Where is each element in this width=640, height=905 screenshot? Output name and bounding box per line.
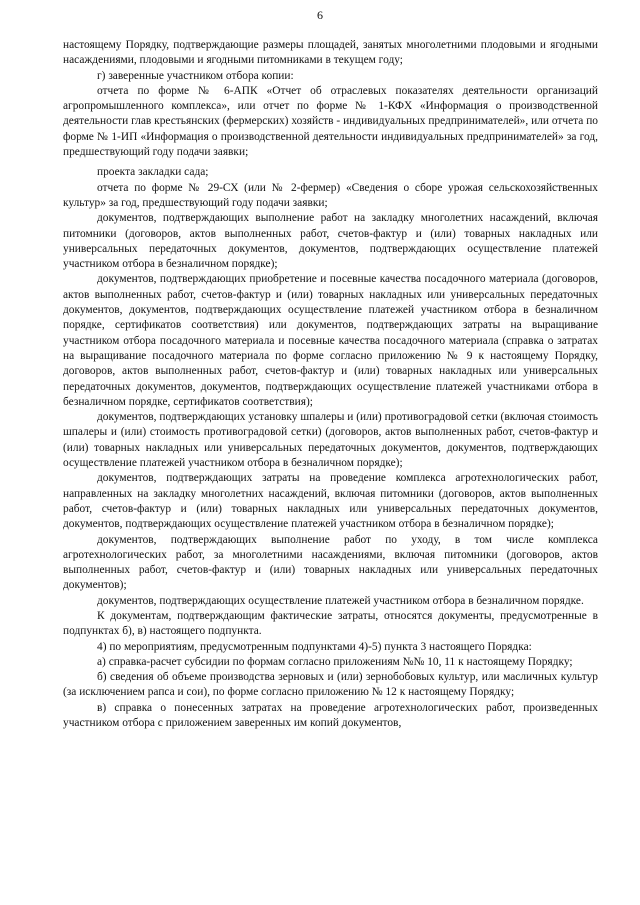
paragraph: документов, подтверждающих осуществление платежей участником отбора в безналичном порядке. xyxy=(97,594,584,607)
paragraph: настоящему Порядку, подтверждающие размеры площадей, занятых многолетними плодовыми и ягодными насаждениями, плодовыми и ягодными питомниками в текущем году; xyxy=(63,39,598,67)
paragraph: документов, подтверждающих выполнение работ по уходу, в том числе комплекса агротехнологических работ, за многолетними насаждениями, включая питомники (договоров, актов выполненных работ, счетов-фактур и (или) товарных накладных или универсальных передаточных документов); xyxy=(63,533,598,592)
paragraph: г) заверенные участником отбора копии: xyxy=(97,69,294,82)
paragraph: б) сведения об объеме производства зерновых и (или) зернобобовых культур, или масличных культур (за исключением рапса и сои), по форме согласно приложению № 12 к настоящему Порядку; xyxy=(63,671,598,699)
paragraph: отчета по форме № 29-СХ (или № 2-фермер) «Сведения о сборе урожая сельскохозяйственных культур» за год, предшествующий году подачи заявки; xyxy=(63,181,598,209)
paragraph: отчета по форме № 6-АПК «Отчет об отраслевых показателях деятельности организаций агропромышленного комплекса», или отчет по форме № 1-КФХ «Информация о производственной деятельности глав крестьянских (фермерских) хозяйств - индивидуальных предпринимателей», или отчета по форме № 1-ИП «Информация о производственной деятельности индивидуальных предпринимателей» за год, предшествующий году подачи заявки; xyxy=(63,84,598,159)
paragraph: документов, подтверждающих затраты на проведение комплекса агротехнологических работ, направленных на закладку многолетних насаждений, включая питомники (договоров, актов выполненных работ, счетов-фактур и (или) товарных накладных или универсальных передаточных документов, документов, подтверждающих осуществление платежей участником отбора в безналичном порядке); xyxy=(63,472,598,531)
paragraph: а) справка-расчет субсидии по формам согласно приложениям №№ 10, 11 к настоящему Порядку; xyxy=(97,655,573,668)
paragraph: 4) по мероприятиям, предусмотренным подпунктами 4)-5) пункта 3 настоящего Порядка: xyxy=(97,640,532,653)
paragraph: К документам, подтверждающим фактические затраты, относятся документы, предусмотренные в подпунктах б), в) настоящего подпункта. xyxy=(63,609,598,638)
paragraph: документов, подтверждающих выполнение работ на закладку многолетних насаждений, включая питомники (договоров, актов выполненных работ, счетов-фактур и (или) товарных накладных или универсальных передаточных документов, документов, подтверждающих осуществление платежей участником отбора в безналичном порядке); xyxy=(63,212,598,271)
page-number: 6 xyxy=(317,8,323,22)
paragraph: документов, подтверждающих установку шпалеры и (или) противоградовой сетки (включая стоимость шпалеры и (или) стоимость противоградовой сетки) (договоров, актов выполненных работ, счетов-фактур и (или) товарных накладных или универсальных передаточных документов, документов, подтверждающих осуществление платежей участником отбора в безналичном порядке); xyxy=(63,411,598,470)
document-body xyxy=(63,38,598,731)
paragraph: документов, подтверждающих приобретение и посевные качества посадочного материала (договоров, актов выполненных работ, счетов-фактур и (или) товарных накладных или универсальных передаточных документов, документов, подтверждающих осуществление платежей участником отбора в безналичном порядке, сертификатов соответствия) или документов, подтверждающих затраты на выращивание участником отбора посадочного материала и посевные качества посадочного материала (справка о затратах на выращивание посадочного материала по форме согласно приложению № 9 к настоящему Порядку, договоров, актов выполненных работ, счетов-фактур и (или) товарных накладных или универсальных передаточных документов, документов, подтверждающих осуществление платежей участниками отбора в безналичном порядке, сертификатов соответствия); xyxy=(63,273,598,408)
paragraph: в) справка о понесенных затратах на проведение агротехнологических работ, произведенных участником отбора с приложением заверенных им копий документов, xyxy=(63,701,598,730)
paragraph: проекта закладки сада; xyxy=(97,166,209,179)
